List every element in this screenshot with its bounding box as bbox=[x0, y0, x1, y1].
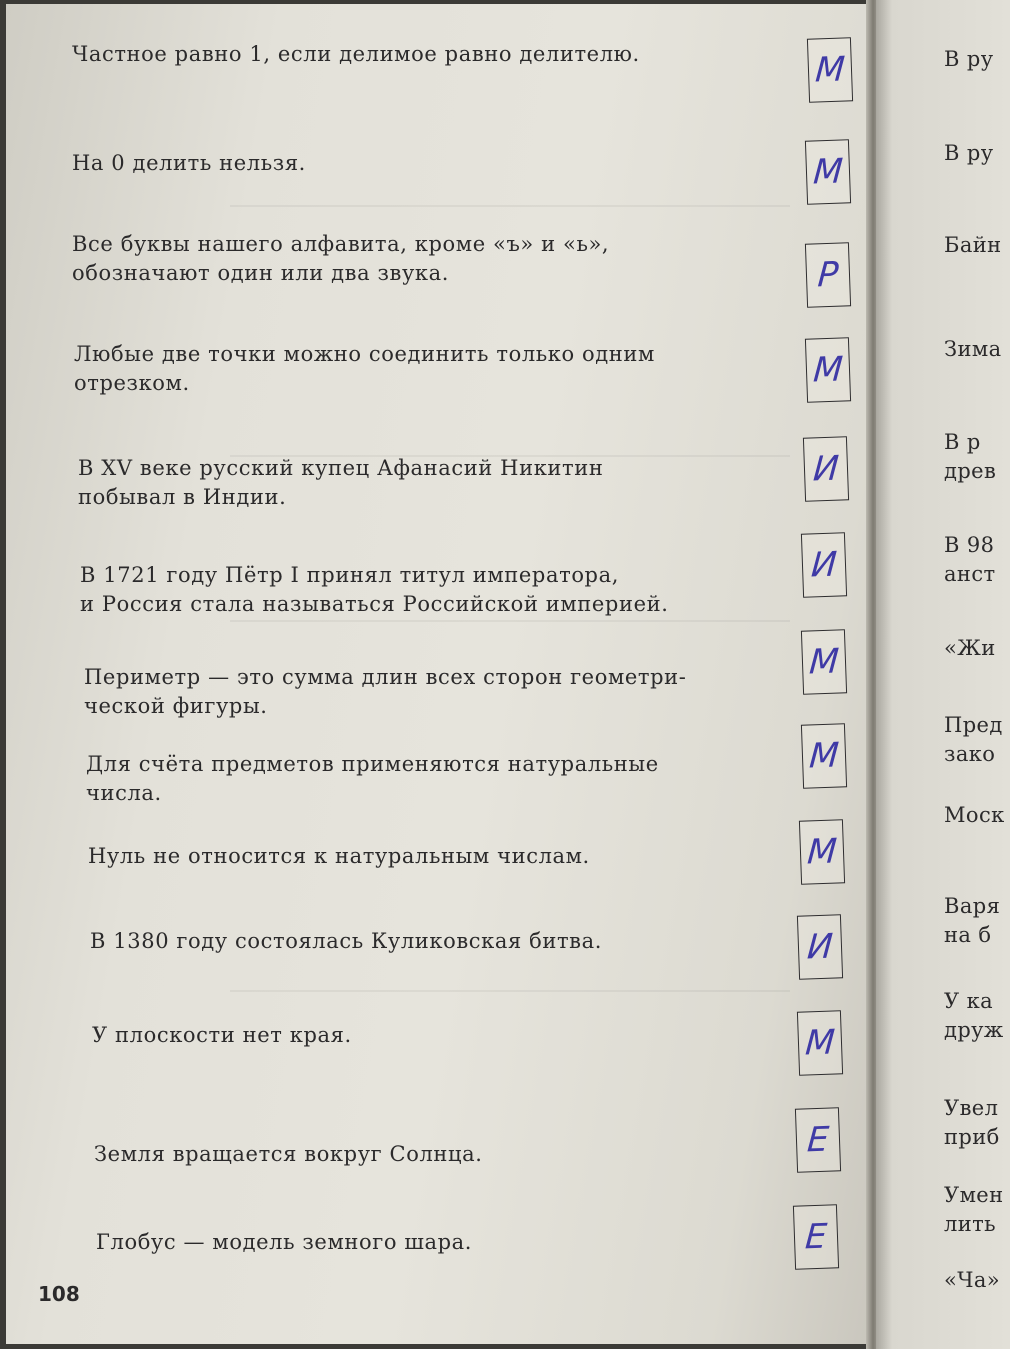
answer-box[interactable] bbox=[801, 532, 847, 597]
statement-text: Частное равно 1, если делимое равно делителю. bbox=[72, 42, 640, 66]
answer-box[interactable] bbox=[805, 337, 851, 402]
right-page bbox=[876, 0, 1010, 1349]
page-number: 108 bbox=[38, 1282, 80, 1306]
statement-text: Нуль не относится к натуральным числам. bbox=[88, 844, 590, 868]
answer-box[interactable] bbox=[805, 139, 851, 204]
handwritten-answer: Е bbox=[803, 1216, 829, 1258]
handwritten-answer: М bbox=[811, 349, 845, 391]
statement-text: В 1721 году Пётр I принял титул императора, и Россия стала называться Российской империей. bbox=[80, 563, 669, 616]
answer-box[interactable] bbox=[803, 436, 849, 501]
handwritten-answer: М bbox=[805, 831, 839, 873]
answer-box[interactable] bbox=[797, 1010, 843, 1075]
handwritten-answer: М bbox=[811, 151, 845, 193]
statement-text: В 1380 году состоялась Куликовская битва. bbox=[90, 929, 602, 953]
statement-text: Периметр — это сумма длин всех сторон геометри- ческой фигуры. bbox=[84, 665, 687, 718]
answer-box[interactable] bbox=[807, 37, 853, 102]
handwritten-answer: Р bbox=[816, 254, 840, 296]
right-page-fragment: В р древ bbox=[944, 430, 997, 483]
right-page-fragment: «Жи bbox=[944, 636, 996, 660]
statement-text: Земля вращается вокруг Солнца. bbox=[94, 1142, 483, 1166]
right-page-fragment: В 98 анст bbox=[944, 533, 996, 586]
right-page-fragment: В ру bbox=[944, 141, 994, 165]
right-page-fragment: «Ча» bbox=[944, 1268, 1001, 1292]
statement-text: На 0 делить нельзя. bbox=[72, 151, 306, 175]
right-page-fragment: Варя на б bbox=[944, 894, 1001, 947]
answer-box[interactable] bbox=[797, 914, 843, 979]
right-page-fragment: Байн bbox=[944, 233, 1002, 257]
handwritten-answer: И bbox=[811, 448, 841, 490]
statement-text: Все буквы нашего алфавита, кроме «ъ» и «ь», обозначают один или два звука. bbox=[72, 232, 610, 285]
right-page-fragment: Зима bbox=[944, 337, 1002, 361]
statement-text: У плоскости нет края. bbox=[92, 1023, 352, 1047]
right-page-fragment: Увел приб bbox=[944, 1096, 1000, 1149]
show-through-mark bbox=[230, 990, 790, 992]
handwritten-answer: М bbox=[807, 641, 841, 683]
handwritten-answer: Е bbox=[805, 1119, 831, 1161]
statement-text: Для счёта предметов применяются натуральные числа. bbox=[86, 752, 659, 805]
answer-box[interactable] bbox=[793, 1204, 839, 1269]
answer-box[interactable] bbox=[795, 1107, 841, 1172]
handwritten-answer: М bbox=[813, 49, 847, 91]
answer-box[interactable] bbox=[799, 819, 845, 884]
right-page-fragment: Умен лить bbox=[944, 1183, 1004, 1236]
show-through-mark bbox=[230, 205, 790, 207]
handwritten-answer: И bbox=[805, 926, 835, 968]
answer-box[interactable] bbox=[801, 723, 847, 788]
answer-box[interactable] bbox=[805, 242, 851, 307]
handwritten-answer: М bbox=[807, 735, 841, 777]
right-page-fragment: В ру bbox=[944, 47, 994, 71]
right-page-fragment: Пред зако bbox=[944, 713, 1003, 766]
statement-text: Любые две точки можно соединить только одним отрезком. bbox=[74, 342, 655, 395]
show-through-mark bbox=[230, 620, 790, 622]
handwritten-answer: И bbox=[809, 544, 839, 586]
statement-text: В XV веке русский купец Афанасий Никитин побывал в Индии. bbox=[78, 456, 604, 509]
answer-box[interactable] bbox=[801, 629, 847, 694]
statement-text: Глобус — модель земного шара. bbox=[96, 1230, 473, 1254]
handwritten-answer: М bbox=[803, 1022, 837, 1064]
right-page-fragment: Моск bbox=[944, 803, 1005, 827]
right-page-fragment: У ка друж bbox=[944, 989, 1004, 1042]
